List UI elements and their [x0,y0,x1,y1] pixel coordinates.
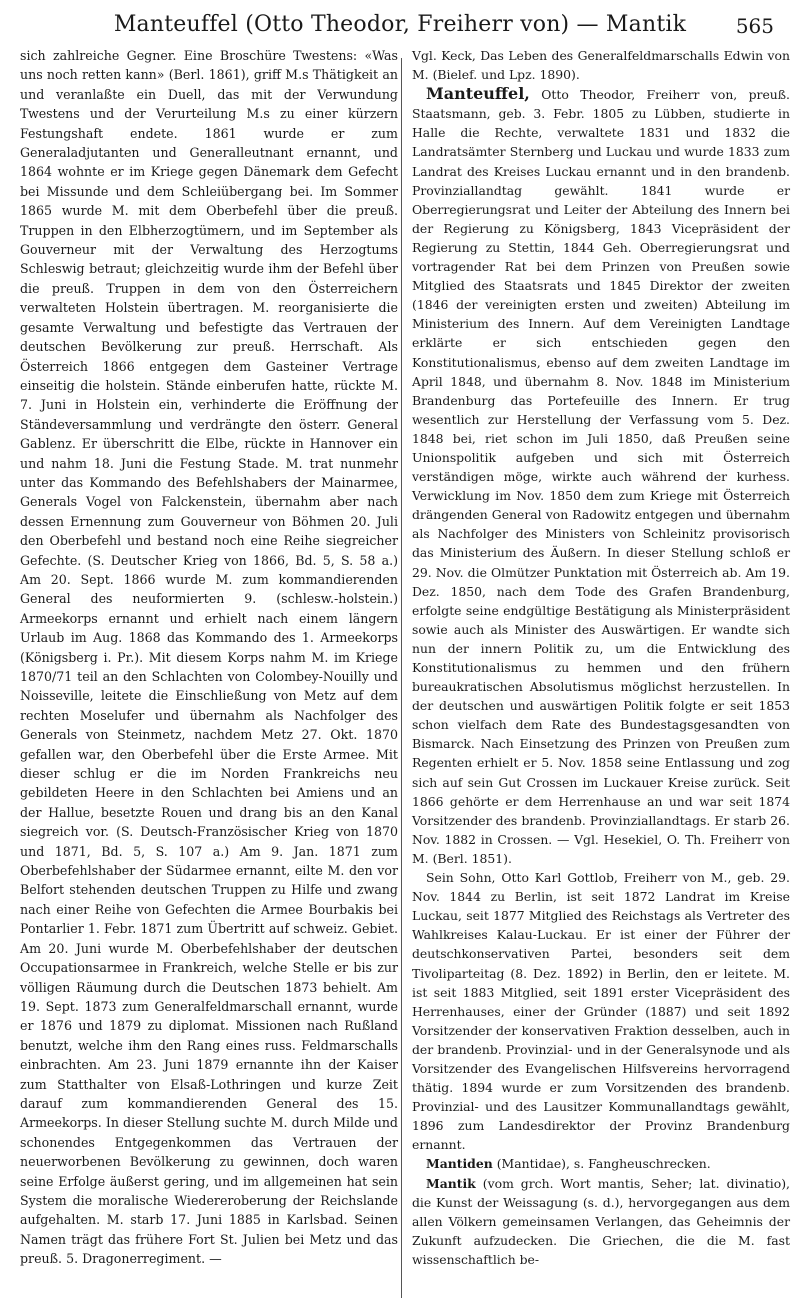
entry-body: Otto Theodor, Freiherr von, preuß. Staatsmann, geb. 3. Febr. 1805 zu Lübben, studierte in Halle die Rechte, verwaltete 1831 und 1832 die Landratsämter Sternberg und Luckau und wurde 1833 zum Landrat des Kreises Luckau ernannt und in den brandenb. Provinziallandtag gewählt. 1841 wurde er Oberregierungsrat und Leiter der Abteilung des Innern bei der Regierung zu Königsberg, 1843 Vicepräsident der Regierung zu Stettin, 1844 Geh. Oberregierungsrat und vortragender Rat bei dem Prinzen von Preußen sowie Mitglied des Staatsrats und 1845 Direktor der zweiten (1846 der vereinigten ersten und zweiten) Abteilung im Ministerium des Innern. Auf dem Vereinigten Landtage erklärte er sich entschieden gegen den Konstitutionalismus, ebenso auf dem zweiten Landtage im April 1848, und übernahm 8. Nov. 1848 im Ministerium Brandenburg das Portefeuille des Innern. Er trug wesentlich zur Herstellung der Verfassung vom 5. Dez. 1848 bei, riet schon im Juli 1850, daß Preußen seine Unionspolitik aufgeben und sich mit Österreich verständigen möge, wirkte auch während der kurhess. Verwicklung im Nov. 1850 dem zum Kriege mit Österreich drängenden General von Radowitz entgegen und übernahm als Nachfolger des Ministers von Schleinitz provisorisch das Ministerium des Äußern. In dieser Stellung schloß er 29. Nov. die Olmützer Punktation mit Österreich ab. Am 19. Dez. 1850, nach dem Tode des Grafen Brandenburg, erfolgte seine endgültige Bestätigung als Ministerpräsident sowie auch als Minister des Auswärtigen. Er wandte sich nun der innern Politik zu, um die Entwicklung des Konstitutionalismus zu hemmen und den frühern bureaukratischen Absolutismus möglichst herzustellen. In der deutschen und auswärtigen Politik folgte er seit 1853 schon vielfach dem Rate des Bundestagsgesandten von Bismarck. Nach Einsetzung des Prinzen von Preußen zum Regenten erhielt er 5. Nov. 1858 seine Entlassung und zog sich auf sein Gut Crossen im Luckauer Kreise zurück. Seit 1866 gehörte er dem Herrenhause an und war seit 1874 Vorsitzender des brandenb. Provinziallandtags. Er starb 26. Nov. 1882 in Crossen. — Vgl. Hesekiel, O. Th. Freiherr von M. (Berl. 1851). [412,87,790,866]
running-title: Manteuffel (Otto Theodor, Freiherr von) — Mantik [113,12,687,37]
entry-mantiden [412,1154,790,1173]
entry-headword: Manteuffel, [426,84,530,104]
entry-manteuffel-otto-karl: Sein Sohn, Otto Karl Gottlob, Freiherr von M., geb. 29. Nov. 1844 zu Berlin, ist seit 1872 Landrat im Kreise Luckau, seit 1877 Mitglied des Reichstags als Vertreter des Wahlkreises Kalau-Luckau. Er ist einer der Führer der deutschkonservativen Partei, besonders seit dem Tivoliparteitag (8. Dez. 1892) in Berlin, den er leitete. M. ist seit 1883 Mitglied, seit 1891 erster Vicepräsident des Herrenhauses, einer der Gründer (1887) und seit 1892 Vorsitzender der konservativen Fraktion desselben, auch in der brandenb. Provinzial- und in der Generalsynode und als Vorsitzender des Evangelischen Hilfsvereins hervorragend thätig. 1894 wurde er zum Vorsitzenden des brandenb. Provinzial- und des Lausitzer Kommunallandtags gewählt, 1896 zum Landesdirektor der Provinz Brandenburg ernannt. [412,870,790,1153]
entry-body: (Mantidae), s. Fangheuschrecken. [492,1156,711,1172]
column-divider [401,58,402,1298]
left-column [20,46,398,1269]
reference-note: Vgl. Keck, Das Leben des Generalfeldmarschalls Edwin von M. (Bielef. und Lpz. 1890). [412,48,790,83]
right-column [412,46,790,1269]
entry-headword: Mantik [426,1175,476,1191]
entry-headword: Mantiden [426,1156,493,1172]
page-header [20,12,780,42]
entry-mantik [412,1174,790,1269]
entry-body: (vom grch. Wort mantis, Seher; lat. divinatio), die Kunst der Weissagung (s. d.), hervorgegangen aus dem allen Völkern gemeinsamen Verlangen, das Geheimnis der Zukunft aufzudecken. Die Griechen, die die M. fast wissenschaftlich be- [412,1175,790,1267]
page-number: 565 [735,14,774,38]
left-column-text: sich zahlreiche Gegner. Eine Broschüre Twestens: «Was uns noch retten kann» (Berl. 1861), griff M.s Thätigkeit an und veranlaßte ein Duell, das mit der Verwundung Twestens und der Verurteilung M.s zu einer kürzern Festungshaft endete. 1861 wurde er zum Generaladjutanten und Generalleutnant ernannt, und 1864 wohnte er im Kriege gegen Dänemark dem Gefecht bei Missunde und dem Schleiübergang bei. Im Sommer 1865 wurde M. mit dem Oberbefehl über die preuß. Truppen in den Elbherzogtümern, und im September als Gouverneur mit der Verwaltung des Herzogtums Schleswig betraut; gleichzeitig wurde ihm der Befehl über die preuß. Truppen in dem von den Österreichern verwalteten Holstein übertragen. M. reorganisierte die gesamte Verwaltung und befestigte das Vertrauen der deutschen Bevölkerung zur preuß. Herrschaft. Als Österreich 1866 entgegen dem Gasteiner Vertrage einseitig die holstein. Stände einberufen hatte, rückte M. 7. Juni in Holstein ein, verhinderte die Eröffnung der Ständeversammlung und verdrängte den österr. General Gablenz. Er überschritt die Elbe, rückte in Hannover ein und nahm 18. Juni die Festung Stade. M. trat nunmehr unter das Kommando des Befehlshabers der Mainarmee, Generals Vogel von Falckenstein, übernahm aber nach dessen Ernennung zum Gouverneur von Böhmen 20. Juli den Oberbefehl und bestand noch eine Reihe siegreicher Gefechte. (S. Deutscher Krieg von 1866, Bd. 5, S. 58 a.) Am 20. Sept. 1866 wurde M. zum kommandierenden General des neuformierten 9. (schlesw.-holstein.) Armeekorps ernannt und erhielt nach einem längern Urlaub im Aug. 1868 das Kommando des 1. Armeekorps (Königsberg i. Pr.). Mit diesem Korps nahm M. im Kriege 1870/71 teil an den Schlachten von Colombey-Nouilly und Noisseville, leitete die Einschließung von Metz auf dem rechten Moselufer und übernahm als Nachfolger des Generals von Steinmetz, nachdem Metz 27. Okt. 1870 gefallen war, den Oberbefehl über die Erste Armee. Mit dieser schlug er die im Norden Frankreichs neu gebildeten Heere in den Schlachten bei Amiens und an der Hallue, besetzte Rouen und drang bis an den Kanal siegreich vor. (S. Deutsch-Französischer Krieg von 1870 und 1871, Bd. 5, S. 107 a.) Am 9. Jan. 1871 zum Oberbefehlshaber der Südarmee ernannt, eilte M. den vor Belfort stehenden deutschen Truppen zu Hilfe und zwang nach einer Reihe von Gefechten die Armee Bourbakis bei Pontarlier 1. Febr. 1871 zum Übertritt auf schweiz. Gebiet. Am 20. Juni wurde M. Oberbefehlshaber der deutschen Occupationsarmee in Frankreich, welche Stelle er bis zur völligen Räumung durch die Deutschen 1873 behielt. Am 19. Sept. 1873 zum Generalfeldmarschall ernannt, wurde er 1876 und 1879 zu diplomat. Missionen nach Rußland benutzt, welche ihm den Rang eines russ. Feldmarschalls einbrachten. Am 23. Juni 1879 ernannte ihn der Kaiser zum Statthalter von Elsaß-Lothringen und kurze Zeit darauf zum kommandierenden General des 15. Armeekorps. In dieser Stellung suchte M. durch Milde und schonendes Entgegenkommen das Vertrauen der neuerworbenen Bevölkerung zu gewinnen, doch waren seine Erfolge äußerst gering, und im allgemeinen hat sein System die moralische Wiedereroberung der Reichslande aufgehalten. M. starb 17. Juni 1885 in Karlsbad. Seinen Namen trägt das frühere Fort St. Julien bei Metz und das preuß. 5. Dragonerregiment. — [20,48,398,1267]
entry-manteuffel-otto-theodor [412,84,790,868]
